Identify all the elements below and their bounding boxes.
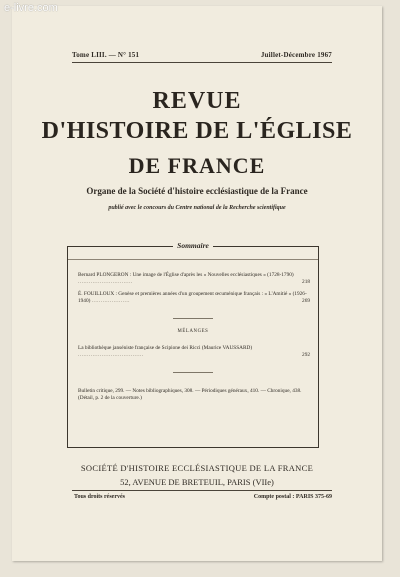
sommaire-heading: Sommaire	[68, 241, 318, 250]
title-line-3: DE FRANCE	[128, 153, 266, 178]
toc-entry-text: Bernard PLONGERON : Une image de l'Église d'après les « Nouvelles ecclésiastiques » (1728-1790)	[78, 272, 294, 278]
issue-date: Juillet-Décembre 1967	[260, 51, 332, 59]
sommaire-box	[67, 241, 319, 448]
toc-entry-text: É. FOUILLOUX : Genèse et premières années d'un groupement œcuménique français : « L'Amitié » (1926-1940)	[78, 291, 307, 304]
watermark: e-livre.com	[4, 2, 58, 14]
journal-cover	[12, 6, 382, 561]
sponsor-line: publié avec le concours du Centre national de la Recherche scientifique	[108, 205, 286, 211]
melanges-heading: MÉLANGES	[177, 329, 209, 334]
toc-entry-page: 269	[302, 298, 310, 304]
tome-number: Tome LIII. — N° 151	[72, 51, 140, 59]
toc-entry-page: 218	[302, 279, 310, 285]
title-line-1: REVUE	[152, 88, 242, 114]
sommaire-divider	[68, 259, 318, 260]
toc-entry: Bernard PLONGERON : Une image de l'Église d'après les « Nouvelles ecclésiastiques » (1728-1790) .............................. 218	[78, 272, 310, 285]
rights-notice: Tous droits réservés	[74, 494, 125, 500]
section-divider	[173, 372, 213, 373]
toc-entry: É. FOUILLOUX : Genèse et premières années d'un groupement œcuménique français : « L'Amitié » (1926-1940) ..................... 269	[78, 291, 310, 304]
section-divider	[173, 318, 213, 319]
postal-account: Compte postal : PARIS 375-69	[253, 494, 332, 500]
bulletin-line: Bulletin critique, 299. — Notes bibliographiques, 308. — Périodiques généraux, 410. — Chronique, 438. (Détail, p. 2 de la couverture.)	[78, 388, 302, 401]
toc-entry-text: La bibliothèque janséniste française de Scipione dei Ricci (Maurice VAUSSARD)	[78, 345, 253, 351]
top-divider	[72, 62, 332, 63]
publisher-address: 52, AVENUE DE BRETEUIL, PARIS (VIIe)	[120, 477, 274, 487]
toc-entry-page: 292	[302, 352, 310, 358]
bottom-divider	[72, 490, 332, 491]
toc-entry: La bibliothèque janséniste française de Scipione dei Ricci (Maurice VAUSSARD) .................................... 292	[78, 345, 310, 358]
organe-subtitle: Organe de la Société d'histoire ecclésiastique de la France	[86, 186, 308, 196]
title-line-2: D'HISTOIRE DE L'ÉGLISE	[41, 118, 353, 144]
publisher-name: SOCIÉTÉ D'HISTOIRE ECCLÉSIASTIQUE DE LA FRANCE	[80, 463, 314, 473]
